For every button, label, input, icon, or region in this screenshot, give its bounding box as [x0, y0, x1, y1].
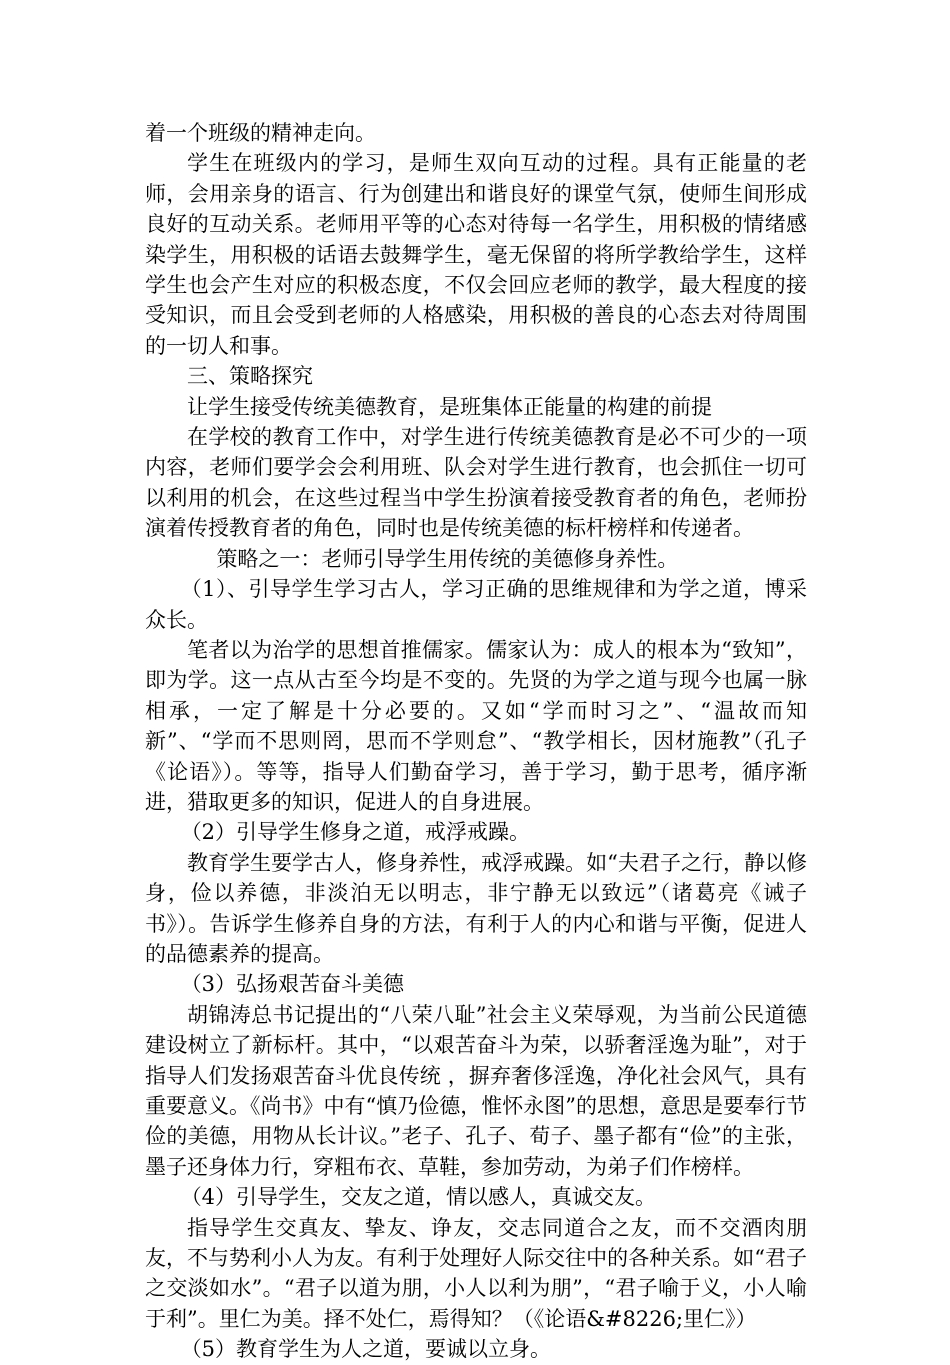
strategy-one-heading: 策略之一：老师引导学生用传统的美德修身养性。 — [216, 546, 679, 571]
item-2-heading: （2）引导学生修身之道，戒浮戒躁。 — [180, 820, 531, 845]
paragraph-teacher-student-interaction: 学生在班级内的学习，是师生双向互动的过程。具有正能量的老师，会用亲身的语言、行为创建出和谐良好的课堂气氛，使师生间形成良好的互动关系。老师用平等的心态对待每一名学生，用积极的情绪感染学生，用积极的话语去鼓舞学生，毫无保留的将所学教给学生，这样学生也会产生对应的积极态度，不仅会回应老师的教学，最大程度的接受知识，而且会受到老师的人格感染，用积极的善良的心态去对待周围的一切人和事。 — [145, 151, 807, 358]
item-3-heading: （3）弘扬艰苦奋斗美德 — [180, 972, 405, 997]
item-5-heading: （5）教育学生为人之道，要诚以立身。 — [180, 1337, 552, 1362]
paragraph-friendship: 指导学生交真友、挚友、诤友，交志同道合之友，而不交酒肉朋友，不与势利小人为友。有利于处理好人际交往中的各种关系。如“君子之交淡如水”。“君子以道为朋，小人以利为朋”，“君子喻于义，小人喻于利”。里仁为美。择不处仁，焉得知？（《论语&#8226;里仁》） — [145, 1215, 807, 1331]
paragraph-hard-work: 胡锦涛总书记提出的“八荣八耻”社会主义荣辱观，为当前公民道德建设树立了新标杆。其中，“以艰苦奋斗为荣，以骄奢淫逸为耻”，对于指导人们发扬艰苦奋斗优良传统 ，摒弃奢侈淫逸，净化社会风气，具有重要意义。《尚书》中有“慎乃俭德，惟怀永图”的思想，意思是要奉行节俭的美德，用物从长计议。”老子、孔子、荀子、墨子都有“俭”的主张，墨子还身体力行，穿粗布衣、草鞋，参加劳动，为弟子们作榜样。 — [145, 1002, 807, 1179]
paragraph-self-cultivation: 教育学生要学古人，修身养性，戒浮戒躁。如“夫君子之行，静以修身，俭以养德，非淡泊无以明志，非宁静无以致远”（诸葛亮《诫子书》）。告诉学生修养自身的方法，有利于人的内心和谐与平衡，促进人的品德素养的提高。 — [145, 850, 807, 966]
section-heading-strategy: 三、策略探究 — [187, 364, 313, 389]
paragraph-confucian-study: 笔者以为治学的思想首推儒家。儒家认为：成人的根本为“致知”，即为学。这一点从古至今均是不变的。先贤的为学之道与现今也属一脉相承，一定了解是十分必要的。又如“学而时习之”、“温故而知新”、“学而不思则罔，思而不学则怠”、“教学相长，因材施教”（孔子《论语》）。等等，指导人们勤奋学习，善于学习，勤于思考，循序渐进，猎取更多的知识，促进人的自身进展。 — [145, 637, 807, 814]
item-1-heading: （1）、引导学生学习古人，学习正确的思维规律和为学之道，博采众长。 — [145, 577, 807, 632]
document-page — [145, 118, 807, 1365]
item-4-heading: （4）引导学生，交友之道，情以感人，真诚交友。 — [180, 1185, 657, 1210]
paragraph-continuation: 着一个班级的精神走向。 — [145, 121, 376, 145]
paragraph-school-education: 在学校的教育工作中，对学生进行传统美德教育是必不可少的一项内容，老师们要学会会利用班、队会对学生进行教育，也会抓住一切可以利用的机会，在这些过程当中学生扮演着接受教育者的角色，老师扮演着传授教育者的角色，同时也是传统美德的标杆榜样和传递者。 — [145, 425, 807, 541]
subheading-traditional-virtue: 让学生接受传统美德教育，是班集体正能量的构建的前提 — [187, 394, 712, 419]
